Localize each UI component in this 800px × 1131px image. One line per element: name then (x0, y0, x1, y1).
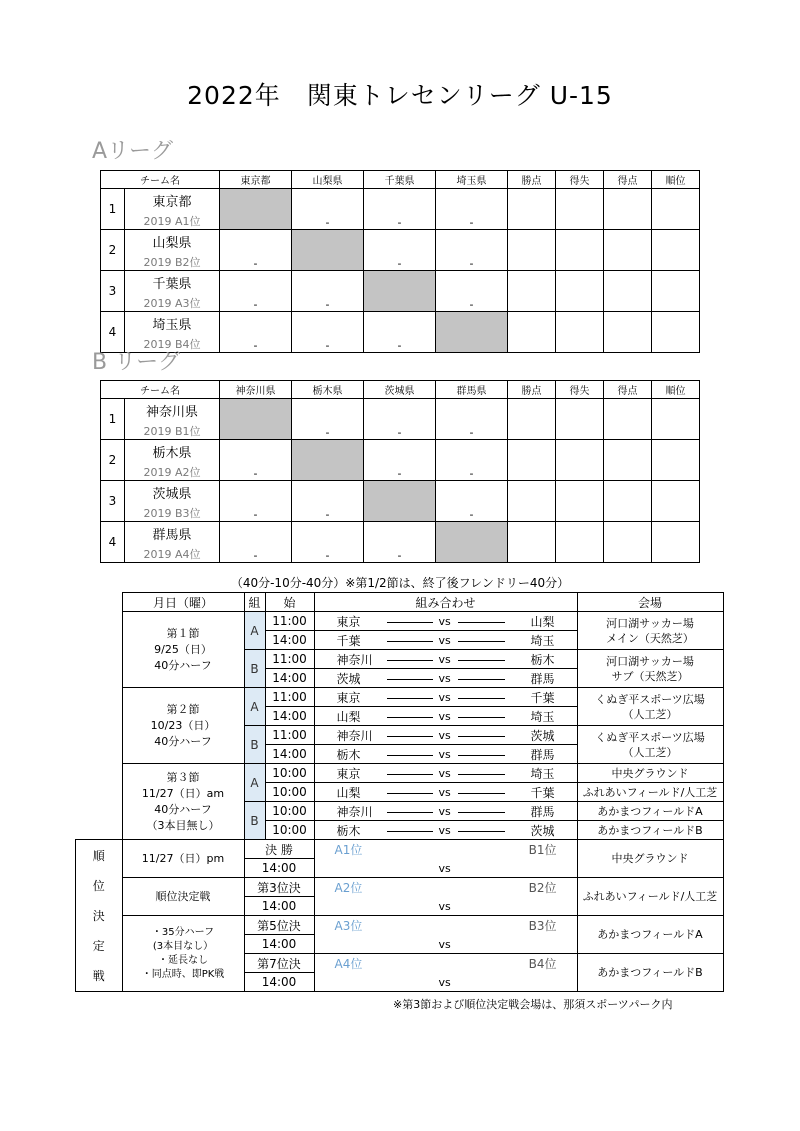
result-cell: - (292, 522, 364, 563)
ranking-time: 14:00 (244, 859, 314, 878)
match-cell (314, 688, 577, 707)
away-team: 群馬 (530, 672, 555, 686)
vs-label: vs (438, 653, 451, 666)
team-cell (125, 440, 220, 481)
home-team: 神奈川 (336, 805, 373, 819)
stat-cell (508, 189, 556, 230)
home-team: 栃木 (336, 748, 361, 762)
home-team: 千葉 (336, 634, 361, 648)
score-blank (387, 774, 433, 775)
header-col: 群馬県 (436, 381, 508, 399)
result-cell: - (436, 481, 508, 522)
seed-left: A4位 (334, 957, 363, 971)
team-name: 山梨県 (152, 236, 192, 251)
vs-label: vs (438, 710, 451, 723)
header-col: 山梨県 (292, 171, 364, 189)
away-team: 群馬 (530, 748, 555, 762)
seed-left: A1位 (334, 843, 363, 857)
team-seed: 2019 B3位 (143, 507, 201, 520)
venue-cell: 河口湖サッカー場 メイン（天然芝） (577, 612, 723, 650)
kickoff-time: 11:00 (265, 726, 314, 745)
match-row (76, 688, 724, 707)
stat-cell (604, 230, 652, 271)
match-row (76, 612, 724, 631)
stat-cell (652, 271, 700, 312)
match-cell (314, 764, 577, 783)
header-col: 勝点 (508, 381, 556, 399)
away-team: 山梨 (530, 615, 555, 629)
team-seed: 2019 A4位 (143, 548, 201, 561)
header-team: チーム名 (101, 381, 220, 399)
header-group: 組 (244, 593, 265, 612)
venue-cell: 河口湖サッカー場 サブ（天然芝） (577, 650, 723, 688)
round-label: 第１節 (166, 626, 200, 640)
match-row (76, 764, 724, 783)
header-col: 得点 (604, 171, 652, 189)
kickoff-time: 10:00 (265, 802, 314, 821)
team-number: 3 (101, 271, 125, 312)
result-cell: - (220, 312, 292, 353)
seed-right: B2位 (528, 881, 557, 895)
stat-cell (556, 440, 604, 481)
result-cell: - (220, 481, 292, 522)
header-col: 順位 (652, 171, 700, 189)
ranking-side-label: 順 位 決 定 戦 (76, 840, 123, 992)
spacer (76, 612, 123, 688)
home-team: 東京 (336, 767, 361, 781)
away-team: 千葉 (530, 786, 555, 800)
away-team: 茨城 (530, 729, 555, 743)
match-cell (314, 612, 577, 631)
schedule-note: （40分-10分-40分）※第1/2節は、終了後フレンドリー40分） (230, 576, 570, 590)
score-blank (387, 660, 433, 661)
ranking-match-cell (314, 840, 577, 878)
self-cell (364, 481, 436, 522)
team-number: 4 (101, 522, 125, 563)
match-cell (314, 821, 577, 840)
group-label: B (244, 650, 265, 688)
ranking-game-label: 第7位決 (244, 954, 314, 973)
vs-label: vs (438, 729, 451, 742)
result-cell: - (292, 399, 364, 440)
away-team: 茨城 (530, 824, 555, 838)
match-cell (314, 783, 577, 802)
stat-cell (604, 189, 652, 230)
score-blank (458, 717, 505, 718)
score-blank (387, 679, 433, 680)
score-blank (458, 679, 505, 680)
score-blank (387, 755, 433, 756)
home-team: 栃木 (336, 824, 361, 838)
score-blank (458, 793, 505, 794)
kickoff-time: 10:00 (265, 783, 314, 802)
ranking-row (76, 878, 724, 897)
vs-label: vs (438, 938, 451, 951)
vs-label: vs (438, 805, 451, 818)
stat-cell (652, 189, 700, 230)
venue-cell: くぬぎ平スポーツ広場 （人工芝） (577, 688, 723, 726)
result-cell: - (364, 230, 436, 271)
result-cell: - (292, 312, 364, 353)
league-b-heading: B リーグ (92, 350, 181, 375)
stat-cell (556, 312, 604, 353)
home-team: 東京 (336, 615, 361, 629)
away-team: 埼玉 (530, 710, 555, 724)
vs-label: vs (438, 976, 451, 989)
stat-cell (508, 440, 556, 481)
score-blank (458, 622, 505, 623)
away-team: 栃木 (530, 653, 555, 667)
team-name: 栃木県 (152, 446, 192, 461)
header-start: 始 (265, 593, 314, 612)
score-blank (387, 812, 433, 813)
team-name: 群馬県 (152, 528, 192, 543)
home-team: 神奈川 (336, 653, 373, 667)
team-name: 東京都 (152, 195, 192, 210)
vs-label: vs (438, 862, 451, 875)
ranking-venue: あかまつフィールドA (577, 916, 723, 954)
team-name: 茨城県 (152, 487, 192, 502)
vs-label: vs (438, 786, 451, 799)
result-cell: - (364, 312, 436, 353)
result-cell: - (364, 440, 436, 481)
stat-cell (652, 522, 700, 563)
ranking-time: 14:00 (244, 897, 314, 916)
home-team: 神奈川 (336, 729, 373, 743)
match-cell (314, 669, 577, 688)
header-col: 得点 (604, 381, 652, 399)
ranking-game-label: 第3位決 (244, 878, 314, 897)
round-format: 40分ハーフ （3本目無し） (146, 802, 220, 832)
score-blank (387, 831, 433, 832)
stat-cell (652, 481, 700, 522)
round-date-cell (122, 688, 244, 764)
stat-cell (604, 271, 652, 312)
result-cell: - (220, 522, 292, 563)
vs-label: vs (438, 691, 451, 704)
round-date-cell (122, 612, 244, 688)
stat-cell (604, 481, 652, 522)
team-number: 2 (101, 230, 125, 271)
team-seed: 2019 A1位 (143, 215, 201, 228)
team-cell (125, 230, 220, 271)
match-cell (314, 802, 577, 821)
team-cell (125, 522, 220, 563)
team-name: 千葉県 (152, 277, 192, 292)
team-name: 神奈川県 (145, 405, 198, 420)
round-format: 40分ハーフ (154, 734, 212, 748)
team-seed: 2019 B1位 (143, 425, 201, 438)
round-date-cell (122, 764, 244, 840)
result-cell: - (292, 271, 364, 312)
footnote: ※第3節および順位決定戦会場は、那須スポーツパーク内 (393, 998, 673, 1011)
ranking-time: 14:00 (244, 973, 314, 992)
ranking-match-cell (314, 916, 577, 954)
seed-right: B3位 (528, 919, 557, 933)
round-date: 11/27（日）am (141, 786, 225, 800)
header-col: 茨城県 (364, 381, 436, 399)
spacer (76, 593, 123, 612)
score-blank (458, 755, 505, 756)
away-team: 千葉 (530, 691, 555, 705)
self-cell (220, 189, 292, 230)
league-a-heading: Aリーグ (92, 139, 174, 164)
vs-label: vs (438, 748, 451, 761)
home-team: 東京 (336, 691, 361, 705)
header-col: 神奈川県 (220, 381, 292, 399)
team-number: 1 (101, 399, 125, 440)
score-blank (458, 812, 505, 813)
team-number: 1 (101, 189, 125, 230)
stat-cell (508, 230, 556, 271)
result-cell: - (436, 230, 508, 271)
stat-cell (556, 189, 604, 230)
self-cell (436, 522, 508, 563)
seed-right: B1位 (528, 843, 557, 857)
header-col: 勝点 (508, 171, 556, 189)
group-label: B (244, 726, 265, 764)
stat-cell (508, 271, 556, 312)
header-col: 順位 (652, 381, 700, 399)
ranking-venue: ふれあいフィールド/人工芝 (577, 878, 723, 916)
ranking-match-cell (314, 954, 577, 992)
score-blank (458, 831, 505, 832)
group-label: A (244, 764, 265, 802)
seed-right: B4位 (528, 957, 557, 971)
result-cell: - (436, 271, 508, 312)
kickoff-time: 14:00 (265, 669, 314, 688)
score-blank (387, 736, 433, 737)
match-cell (314, 631, 577, 650)
spacer (76, 688, 123, 764)
team-number: 3 (101, 481, 125, 522)
vs-label: vs (438, 634, 451, 647)
ranking-time: 14:00 (244, 935, 314, 954)
self-cell (292, 230, 364, 271)
self-cell (220, 399, 292, 440)
header-date: 月日（曜） (122, 593, 244, 612)
score-blank (387, 641, 433, 642)
group-label: A (244, 688, 265, 726)
stat-cell (652, 312, 700, 353)
score-blank (387, 622, 433, 623)
round-label: 第２節 (166, 702, 200, 716)
team-seed: 2019 A2位 (143, 466, 201, 479)
match-cell (314, 726, 577, 745)
ranking-game-label: 第5位決 (244, 916, 314, 935)
away-team: 埼玉 (530, 767, 555, 781)
venue-cell: ふれあいフィールド/人工芝 (577, 783, 723, 802)
score-blank (458, 660, 505, 661)
result-cell: - (220, 440, 292, 481)
team-seed: 2019 A3位 (143, 297, 201, 310)
team-name: 埼玉県 (152, 318, 192, 333)
away-team: 群馬 (530, 805, 555, 819)
result-cell: - (364, 522, 436, 563)
away-team: 埼玉 (530, 634, 555, 648)
seed-left: A2位 (334, 881, 363, 895)
vs-label: vs (438, 672, 451, 685)
group-label: A (244, 612, 265, 650)
ranking-venue: あかまつフィールドB (577, 954, 723, 992)
team-cell (125, 271, 220, 312)
ranking-name: 順位決定戦 (122, 878, 244, 916)
team-cell (125, 399, 220, 440)
kickoff-time: 14:00 (265, 631, 314, 650)
round-date: 9/25（日） (154, 642, 212, 656)
score-blank (387, 717, 433, 718)
header-team: チーム名 (101, 171, 220, 189)
seed-left: A3位 (334, 919, 363, 933)
round-format: 40分ハーフ (154, 658, 212, 672)
result-cell: - (436, 440, 508, 481)
kickoff-time: 10:00 (265, 764, 314, 783)
venue-cell: 中央グラウンド (577, 764, 723, 783)
self-cell (364, 271, 436, 312)
stat-cell (604, 440, 652, 481)
spacer (76, 764, 123, 840)
header-col: 千葉県 (364, 171, 436, 189)
header-venue: 会場 (577, 593, 723, 612)
group-label: B (244, 802, 265, 840)
venue-cell: くぬぎ平スポーツ広場 （人工芝） (577, 726, 723, 764)
kickoff-time: 10:00 (265, 821, 314, 840)
self-cell (292, 440, 364, 481)
result-cell: - (220, 230, 292, 271)
kickoff-time: 14:00 (265, 745, 314, 764)
header-col: 栃木県 (292, 381, 364, 399)
team-number: 2 (101, 440, 125, 481)
header-col: 得失 (556, 381, 604, 399)
stat-cell (652, 399, 700, 440)
result-cell: - (364, 399, 436, 440)
stat-cell (652, 440, 700, 481)
team-seed: 2019 B2位 (143, 256, 201, 269)
stat-cell (556, 399, 604, 440)
result-cell: - (292, 481, 364, 522)
result-cell: - (436, 399, 508, 440)
ranking-row (76, 916, 724, 935)
round-date: 10/23（日） (150, 718, 216, 732)
header-col: 埼玉県 (436, 171, 508, 189)
venue-cell: あかまつフィールドB (577, 821, 723, 840)
vs-label: vs (438, 615, 451, 628)
stat-cell (556, 481, 604, 522)
vs-label: vs (438, 824, 451, 837)
stat-cell (508, 312, 556, 353)
stat-cell (604, 312, 652, 353)
ranking-game-label: 決 勝 (244, 840, 314, 859)
team-number: 4 (101, 312, 125, 353)
header-col: 得失 (556, 171, 604, 189)
ranking-match-cell (314, 878, 577, 916)
stat-cell (508, 522, 556, 563)
match-cell (314, 745, 577, 764)
stat-cell (556, 271, 604, 312)
kickoff-time: 11:00 (265, 688, 314, 707)
score-blank (387, 793, 433, 794)
stat-cell (508, 399, 556, 440)
kickoff-time: 11:00 (265, 612, 314, 631)
score-blank (458, 736, 505, 737)
ranking-venue: 中央グラウンド (577, 840, 723, 878)
stat-cell (652, 230, 700, 271)
ranking-date: 11/27（日）pm (122, 840, 244, 878)
stat-cell (556, 522, 604, 563)
stat-cell (604, 522, 652, 563)
home-team: 山梨 (336, 710, 361, 724)
kickoff-time: 14:00 (265, 707, 314, 726)
match-cell (314, 707, 577, 726)
team-cell (125, 189, 220, 230)
round-label: 第３節 (166, 770, 200, 784)
venue-cell: あかまつフィールドA (577, 802, 723, 821)
ranking-row (76, 840, 724, 859)
score-blank (458, 641, 505, 642)
self-cell (436, 312, 508, 353)
result-cell: - (364, 189, 436, 230)
page-title: 2022年 関東トレセンリーグ U-15 (187, 81, 613, 110)
vs-label: vs (438, 900, 451, 913)
league-a-table (100, 170, 700, 353)
stat-cell (604, 399, 652, 440)
team-cell (125, 481, 220, 522)
result-cell: - (436, 189, 508, 230)
schedule-table (75, 592, 724, 992)
home-team: 山梨 (336, 786, 361, 800)
ranking-notes: ・35分ハーフ (3本目なし） ・延長なし ・同点時、即PK戦 (122, 916, 244, 992)
kickoff-time: 11:00 (265, 650, 314, 669)
stat-cell (508, 481, 556, 522)
header-col: 東京都 (220, 171, 292, 189)
vs-label: vs (438, 767, 451, 780)
home-team: 茨城 (336, 672, 361, 686)
score-blank (458, 698, 505, 699)
league-b-table (100, 380, 700, 563)
result-cell: - (292, 189, 364, 230)
result-cell: - (220, 271, 292, 312)
score-blank (387, 698, 433, 699)
score-blank (458, 774, 505, 775)
match-cell (314, 650, 577, 669)
stat-cell (556, 230, 604, 271)
header-match: 組み合わせ (314, 593, 577, 612)
team-seed: 2019 B4位 (143, 338, 201, 351)
